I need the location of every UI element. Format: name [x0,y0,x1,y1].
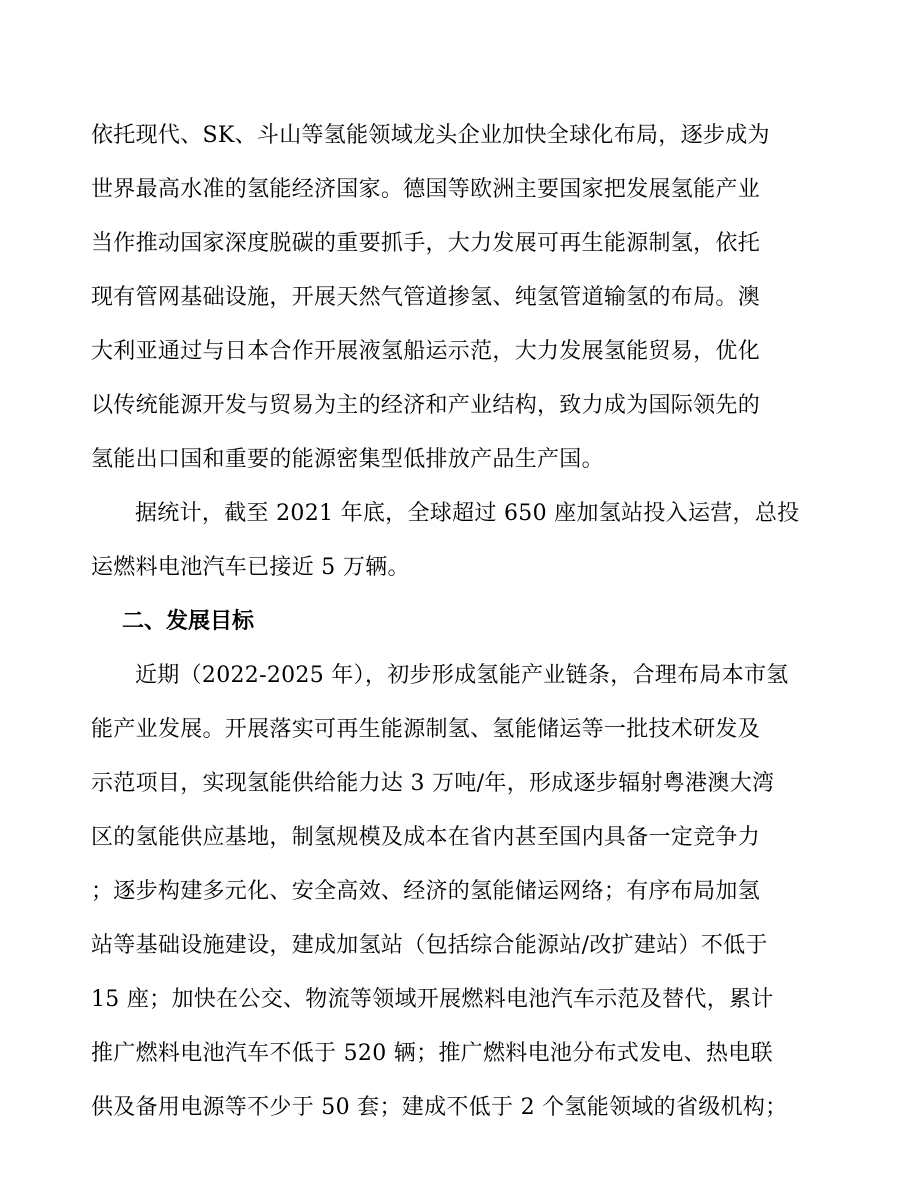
paragraph-1-line-4: 现有管网基础设施，开展天然气管道掺氢、纯氢管道输氢的布局。澳 [91,285,761,310]
paragraph-3-line-9: 供及备用电源等不少于 50 套；建成不低于 2 个氢能领域的省级机构； [91,1095,788,1120]
paragraph-3-line-2: 能产业发展。开展落实可再生能源制氢、氢能储运等一批技术研发及 [91,717,761,742]
paragraph-2-line-1: 据统计，截至 2021 年底，全球超过 650 座加氢站投入运营，总投 [135,501,800,526]
paragraph-3-line-5: ；逐步构建多元化、安全高效、经济的氢能储运网络；有序布局加氢 [91,879,761,904]
paragraph-3-line-3: 示范项目，实现氢能供给能力达 3 万吨/年，形成逐步辐射粤港澳大湾 [91,771,775,796]
paragraph-3-line-6: 站等基础设施建设，建成加氢站（包括综合能源站/改扩建站）不低于 [91,933,768,958]
section-heading: 二、发展目标 [122,609,255,634]
paragraph-3-line-4: 区的氢能供应基地，制氢规模及成本在省内甚至国内具备一定竞争力 [91,825,761,850]
paragraph-1-line-1: 依托现代、SK、斗山等氢能领域龙头企业加快全球化布局，逐步成为 [91,123,770,148]
paragraph-1-line-5: 大利亚通过与日本合作开展液氢船运示范，大力发展氢能贸易，优化 [91,339,761,364]
paragraph-2-line-2: 运燃料电池汽车已接近 5 万辆。 [91,555,410,580]
paragraph-1-line-3: 当作推动国家深度脱碳的重要抓手，大力发展可再生能源制氢，依托 [91,231,761,256]
paragraph-1-line-2: 世界最高水准的氢能经济国家。德国等欧洲主要国家把发展氢能产业 [91,177,761,202]
paragraph-3-line-7: 15 座；加快在公交、物流等领域开展燃料电池汽车示范及替代，累计 [91,987,774,1012]
paragraph-1-line-6: 以传统能源开发与贸易为主的经济和产业结构，致力成为国际领先的 [91,393,761,418]
paragraph-3-line-1: 近期（2022-2025 年），初步形成氢能产业链条，合理布局本市氢 [135,663,789,688]
paragraph-1-line-7: 氢能出口国和重要的能源密集型低排放产品生产国。 [91,447,604,472]
paragraph-3-line-8: 推广燃料电池汽车不低于 520 辆；推广燃料电池分布式发电、热电联 [91,1041,773,1066]
